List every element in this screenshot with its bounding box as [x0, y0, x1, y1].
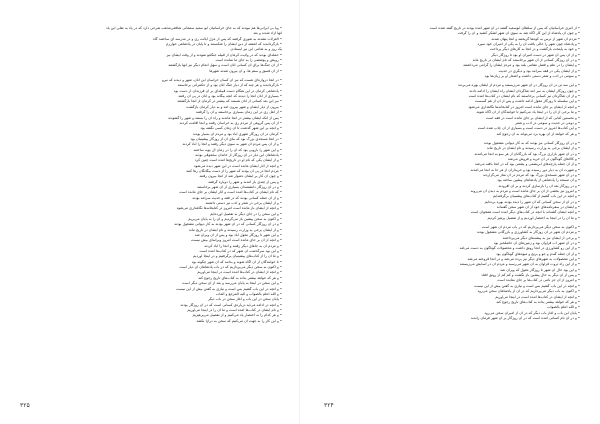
right-page	[300, 0, 600, 424]
text-line: • رویش و پوششی را به جای ما نمانده است	[215, 58, 282, 63]
text-line: • پس از آنکه ایشان بیشتر در آنجا ماندند و راه آن را بستند و شهر را گشودند	[168, 115, 282, 120]
text-line: • و آنچه از آن بر جای مانده است امروز ویرانه‌ای بیش نیست	[191, 238, 282, 243]
text-line: • و کالاهای گوناگون در آن خرید و فروش می‌شد	[507, 156, 580, 161]
text-line: • و هر که خواهد از آن بهره برد می‌تواند به آن رجوع کند	[496, 131, 580, 136]
text-line: • و الله اعلم بالصواب	[547, 305, 580, 310]
text-line: • و هر کدام را به اختصار یاد می‌کنیم و از تفصیل می‌پرهیزیم	[192, 313, 282, 318]
text-line: • و ما برخی از آن را در اینجا یاد می‌کنیم تا خوانندگان از آن آگاه شوند	[476, 110, 580, 115]
text-line: • مردم آن شهر از ترس به کوه‌ها گریختند و آنجا پنهان شدند	[491, 36, 580, 41]
text-line: • بازگرداندند و هر چند که از دیار جنگ آنان بود و از حکمرانی برخاستند	[177, 83, 282, 88]
text-line: • و چون آن پادشاه از این کار آگاه شد به سوی آن شهر لشکر کشید و آن را گرفت	[457, 31, 580, 36]
right-page-number: ۳۲۴	[324, 402, 334, 409]
text-line: • و مردم آن به جاهای دیگر رفتند و آنجا را آباد کردند	[204, 243, 282, 248]
text-line: • و هر که خواهد بیشتر بداند به کتاب‌های تاریخ رجوع کند	[198, 275, 282, 280]
text-line: • و شهرت آن به دیار دور رسیده بود و خریداران از هر جا به آنجا می‌آمدند	[470, 167, 580, 172]
text-line: • و از آن پس مردم آن شهر به سوی دیگر رفتند و آنجا را آباد کردند	[182, 142, 282, 147]
text-line: • و این کار را به جهت آن می‌کنیم که سخن به درازا نکشد	[196, 318, 282, 323]
text-line: • مردم آنجا در پی آن بودند که شهر را از دست بیگانگان رها کنند	[186, 168, 282, 173]
text-line: • و مردم آن شهر در آن روزگار به کشاورزی و بازرگانی مشغول بودند	[476, 230, 580, 235]
text-line: • و این سخن را در جای دیگر به تفصیل آورده‌ایم	[210, 211, 282, 216]
text-line: • و سومی در ادب و شعر دستی داشت و اشعار او بر زبان‌ها بود	[484, 74, 580, 79]
text-line: • و خود به پایتخت بازگشت و در آنجا به کارهای دیگر پرداخت	[489, 47, 580, 52]
text-line: • و برخی از ایشان نیز به پیشه‌های دیگر می‌پرداختند	[502, 235, 580, 240]
text-line: • و ایشان در سفرنامه‌های خود از آن شهر سخن گفته‌اند	[496, 205, 580, 209]
text-line: • و این بود حال آن شهر تا روزگار مغول که ویران شد	[500, 267, 580, 272]
text-line: • و در آن نام کسانی آمده است که در آن روزگار بر آن شهر فرمان راندند	[470, 315, 580, 320]
text-line: • و دومی در حدیث و سومی در ادب و شعر	[515, 120, 580, 125]
text-line: • و از آن پس آن شهر در دست امیران او بود تا روزگار دیگر	[491, 52, 580, 57]
text-line: • و آنچه در این باب گفتیم بس است و نیازی به گفتن بیش از این نیست	[176, 286, 282, 291]
text-line: • و پس از آن دیگر به حال پیشین باز نگشت و کم کم از رونق افتاد	[481, 273, 580, 278]
right-page-text	[322, 26, 580, 321]
text-line: • و ایشان را در علم و فضل مقامی بلند بود و مردم ایشان را گرامی می‌داشتند	[463, 63, 580, 68]
text-line: • نیز این بعد کسانی از آنان هستند که بیشتر در کرمان از آنجا بازگشتند	[177, 99, 282, 104]
text-line: • و از ایشان یکی که نام او در تاریخ‌ها آمده است چنین کرد	[194, 158, 282, 163]
text-line: • و در آن روزگار دانشمندان بسیاری از آن شهر برخاستند	[197, 184, 282, 189]
text-line: • و آنچه ایشان گفته‌اند با آنچه در کتاب‌های دیگر آمده است همخوان است	[470, 210, 580, 215]
text-line: • و اکنون به سخن دیگر می‌پردازیم که در باب پادشاهان آن دیار است	[179, 265, 282, 270]
text-line: • الغزلات نشدند به شوری گرفتند که پس از عزل ایالت ری و در مدرسه ای ساختند گاه	[153, 36, 282, 41]
text-line: • از آن پس گروهی از مردم ری به خراسان رفتند و آنجا اقامت کردند	[179, 120, 282, 125]
text-line: • و از آن جمله کسانی بودند که در فقه و حدیث سرآمد بودند	[192, 195, 282, 200]
text-line: • وبا بی ایرانی‌ها‌ هم نبودند که به جاي خراسانیان ابو سعید سمعانی شافعی‌مذهب شرحي دارد که در یاد به نقلي این یاد	[105, 26, 282, 30]
text-line: • و اکنون به باب دیگر می‌پردازیم که در آن از پادشاهان سخن می‌رود	[477, 289, 580, 294]
text-line: • بیرون از دیار ایشان و شهر بیرون آمد و به دیار کرمان بازگشت	[186, 104, 282, 109]
text-line: • و این سخن در اینجا به پایان می‌رسد و بعد از آن سخن دیگر است	[182, 281, 282, 286]
text-line: • پایان این باب و آغاز باب دیگر که در آن از امیران سخن می‌رود	[484, 310, 580, 315]
text-line: • و این شهر تا روزگار مغول آباد بود و پس از آن ویران شد	[194, 233, 282, 238]
text-line: • و این بود سرگذشت آن شهر که در کتاب‌ها آمده است	[199, 249, 282, 254]
text-line: • بسیاری از آنان آنجا را دیدند که آنچه بیگانه بود و آنان در پی آن رفتند	[178, 94, 282, 99]
text-line: • و در آن شهر مسجدی بزرگ بود که مردم در آن نماز می‌گزاردند	[483, 172, 580, 177]
text-line: • و ما آن را از کتاب‌های پیشینیان برگرفتیم و در اینجا آوردیم	[192, 254, 282, 259]
text-line: • و آنچه از ایشان بر جای مانده است امروز در کتابخانه‌ها نگاهداری می‌شود	[468, 104, 580, 109]
text-line: • حمله‌ای بودند که در ولایت کرمان از قبیله جنگجو نمودند و از وقت ایشان نیز	[166, 52, 282, 57]
text-line: یک روز و به شامی ابن نیز ایستادن	[230, 47, 282, 52]
text-line: • و این سه تن در آن روزگار در آن شهر می‌زیستند و مردم از ایشان بهره می‌بردند	[458, 83, 580, 88]
text-line: • و از ایشان برخی به وزارت رسیدند و نام ایشان در تاریخ ماند	[188, 227, 282, 232]
left-page-text	[20, 26, 282, 324]
text-line: آنها آزاد شدند و بعد	[253, 31, 282, 36]
text-line: • و از آن شاگردان نیز کسانی برخاستند که نام ایشان در کتاب‌ها آمده است	[468, 94, 580, 99]
text-line: • کرمان در آن روزگار شهری آباد بود و مردم آن بسیار بودند	[192, 131, 282, 136]
text-line: • و چون آن کار بر ایشان دشوار شد از آنجا بیرون رفتند	[199, 174, 282, 179]
text-line: • تا خوانندگان از آن آگاه شوند و بدانند که آن شهر چگونه بود	[191, 259, 282, 264]
text-line: • پایان سخن در این باب و آغاز سخن در باب دیگر	[207, 297, 282, 302]
text-line: • و در آن شهر آب فراوان بود و زمین‌های آن حاصلخیز بود	[493, 241, 580, 246]
text-line: • و نام ایشان در کتاب‌ها آمده است و ما آن را در اینجا می‌آوریم	[187, 307, 282, 312]
text-line: • و این کتاب‌ها امروز در دست است و بسیاری از آن چاپ شده است	[477, 126, 580, 131]
text-line: • و آنچه از آثار ایشان مانده است در این شهر دیده می‌شود	[193, 163, 282, 168]
text-line: • و در آن روزگار کسانی از آن شهر برخاستند که نام ایشان در تاریخ ماند	[472, 58, 580, 63]
text-line: • و پادشاه چون شهر را خالی یافت آن را به یکی از امیران خود سپرد	[477, 42, 580, 47]
text-line: • در آنجا مسجدی بزرگ بود که بنای آن از روزگار پیشینیان بود	[190, 136, 282, 141]
text-line: • و در آن شهر بازاری بزرگ بود که بازرگانان از هر سو به آنجا می‌آمدند	[474, 151, 580, 156]
text-line: • و از ایشان برخی در شعر و ادب نیز دستی داشتند	[205, 201, 282, 205]
text-line: • و امروز نیز بخشی از آن بر جای مانده است و مردم به دیدن آن می‌روند	[470, 188, 580, 193]
text-line: • و آنچه از ایشان در کتاب‌ها آمده است در اینجا می‌آوریم	[197, 270, 282, 275]
text-line: • و نخستین کتابی که از ایشان بر جای مانده است در فقه است	[485, 115, 580, 120]
text-line: • که نام ایشان در کتاب‌ها آمده است و آثار ایشان بر جای مانده است	[179, 190, 282, 195]
text-line: • و این شهر را بارویی بود که آن را در زمان آل بویه ساختند	[193, 147, 282, 152]
text-line: • و از آن جمله گندم و جو و برنج و میوه‌های گوناگون بود	[496, 251, 580, 256]
text-line: • و پس از چندی باز آمدند و شهر را دوباره گرفتند	[208, 179, 282, 184]
text-line: • و امروز از آن جز نامی در کتاب‌ها بر جای نمانده است	[497, 278, 580, 283]
text-line: • و آنچه از ایشان در کتاب‌ها آمده است در اینجا می‌آوریم	[495, 294, 580, 299]
text-line: • بازگرداندند که آشفته از دین ايشان را شکستند و تا پایان در پادشاهی خوارزم	[166, 42, 282, 47]
text-line: • و از این راه ثروت فراوان به آن شهر می‌رسید و مردم آن در آسایش می‌زیستند	[459, 262, 580, 267]
text-line: • و آنچه در ادامه می‌آید درباره‌ی کسانی است که در آن روزگار بودند	[180, 302, 282, 307]
text-line: • و آنچه از ایشان باز مانده است امروز در کتابخانه‌ها نگاهداری می‌شود	[176, 206, 282, 211]
text-line: • و آن مسجد را پادشاهی از پادشاهان پیشین ساخته بود	[497, 178, 580, 183]
left-page-number: ۳۲۵	[20, 402, 30, 409]
text-line: • از آن فسق و ستم ها، و آن بیرون شدند شهرها	[209, 68, 282, 73]
text-line: • و در آن از سخن کسانی که آن شهر را دیده بودند بهره برده‌ایم	[484, 199, 580, 204]
text-line: • و چون روزگار ایشان به سر آمد شاگردان ایشان راه ایشان را ادامه دادند	[469, 88, 580, 93]
text-line: • و هر که خواهد بیشتر بداند به کتاب‌های تاریخ رجوع کند	[496, 299, 580, 304]
text-line: • و اکنون به سخن دیگر می‌پردازیم که در باب مردم آن شهر است	[481, 225, 580, 230]
text-line: • و از آن جمله پارچه‌های ابریشمی و پشمی بود که در آنجا بافته می‌شد	[474, 162, 580, 167]
text-line: • و از ایشان یکی در فقه سرآمد بود و دیگری در حدیث	[498, 68, 580, 73]
text-line: • در آنجا دروازه‌ای هست که نیز آن کسان خراسان این آنان، شهر و دیدند که نیرو	[161, 78, 282, 83]
text-line: • و از این رو کشاورزی در آنجا رونق داشت و محصولات گوناگون به دست می‌آمد	[459, 246, 580, 251]
text-line: • و این سلسله تا روزگار مغول ادامه داشت و پس از آن از هم گسست	[474, 99, 580, 104]
text-line: • و در آن روزگار کسانی که در آن شهر بودند به کار دیوانی مشغول بودند	[174, 222, 282, 227]
text-line: • و در آن روزگار کسانی نیز بودند که به کار دیوانی مشغول بودند	[483, 140, 580, 145]
text-line: • از اهل ری در این زمان بسیاری برخاستند و آن را گرفتند	[195, 110, 282, 115]
text-line: • و ما آن را در اینجا به اختصار آوردیم و از تفصیل پرهیز کردیم	[487, 215, 580, 220]
text-line: • و از ایشان برخی به وزارت رسیدند و نام ایشان در تاریخ ماند	[486, 146, 580, 151]
text-line: • و آنچه بر این شهر گذشت تا آن زمان کسی نگفته بود	[200, 126, 282, 131]
text-line: • و آنچه در این باب گفتیم از کتاب‌های پیشینیان برگرفته‌ایم	[492, 194, 580, 199]
text-line: • پادشاهان این دیار در آن روزگار از خاندان سلجوقی بودند	[195, 152, 282, 157]
text-line: • و الله اعلم بالصواب و الیه المرجع و المآب	[215, 291, 282, 296]
text-line: • و آنچه در این باب گفتیم بس است و نیازی به گفتن بیش از این نیست	[474, 283, 580, 288]
text-line: • و اکنون به سخن پیشین باز می‌گردیم و آن را به پایان می‌بریم	[188, 217, 282, 222]
text-line: • و این محصولات به شهرهای دیگر نیز برده می‌شد و در آنجا فروخته می‌شد	[467, 257, 580, 262]
text-line: • و در روزگار بعد آن را بازسازی کردند و بر آن افزودند	[498, 183, 580, 188]
text-line: • پادشاهی کرمان در این هنگام دست قبیله‌ای بر آن فرزندان از دست بود	[173, 88, 282, 93]
text-line: • از آمری خراسانیان که پس از سلطان ابوسعید گفتند در آن شهر آمده بودند در تاریخ گفته شده است	[429, 26, 580, 30]
text-line: • از آن جنگ‌ها برای آن کسانی آنان است و سهل انجام دیگر نیز آنها بازگشتند	[168, 63, 282, 68]
